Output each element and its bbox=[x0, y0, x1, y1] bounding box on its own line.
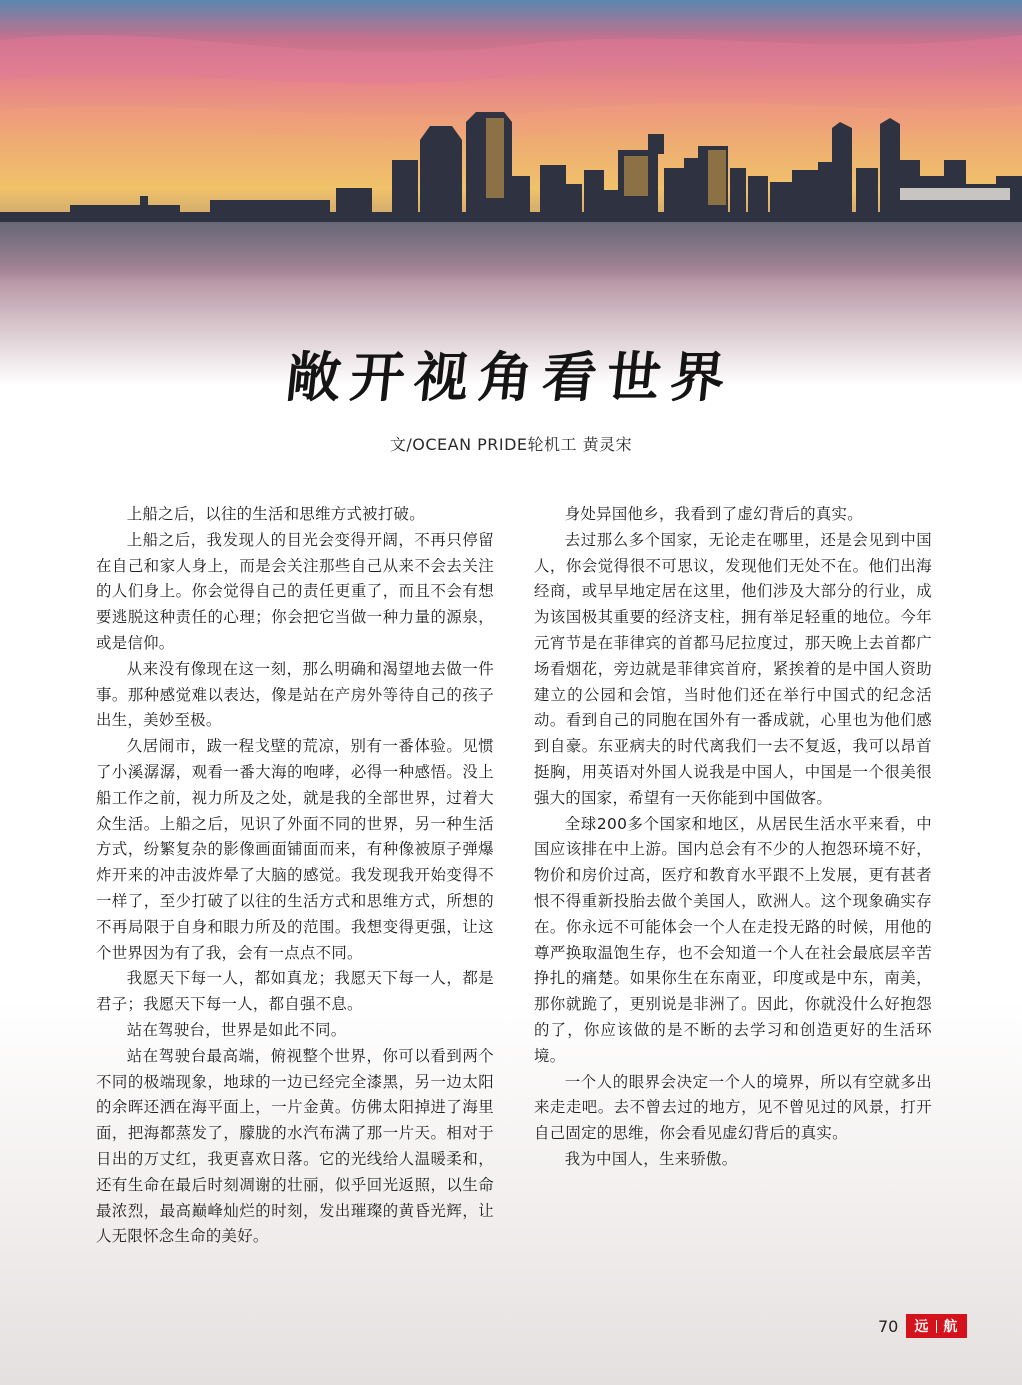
body-paragraph: 站在驾驶台，世界是如此不同。 bbox=[126, 1020, 347, 1039]
article-body bbox=[96, 502, 932, 1272]
page-number: 70 bbox=[878, 1316, 899, 1336]
magazine-logo bbox=[906, 1314, 967, 1338]
article-title: 敞开视角看世界 bbox=[283, 345, 738, 409]
body-paragraph: 久居闹市，跋一程戈壁的荒凉，别有一番体验。见惯了小溪潺潺，观看一番大海的咆哮，必得一种感悟。没上船工作之前，视力所及之处，就是我的全部世界，过着大众生活。上船之后，见识了外面不同的世界，另一种生活方式，纷繁复杂的影像画面铺面而来，有种像被原子弹爆炸开来的冲击波炸晕了大脑的感觉。我发现我开始变得不一样了，至少打破了以往的生活方式和思维方式，所想的不再局限于自身和眼力所及的范围。我想变得更强，让这个世界因为有了我，会有一点点不同。 bbox=[96, 737, 494, 962]
logo-right-char: 航 bbox=[943, 1319, 960, 1335]
body-paragraph: 我为中国人，生来骄傲。 bbox=[564, 1149, 738, 1168]
body-paragraph: 从来没有像现在这一刻，那么明确和渴望地去做一件事。那种感觉难以表达，像是站在产房外等待自己的孩子出生，美妙至极。 bbox=[96, 659, 494, 730]
body-paragraph: 上船之后，以往的生活和思维方式被打破。 bbox=[126, 505, 425, 523]
body-paragraph: 一个人的眼界会决定一个人的境界，所以有空就多出来走走吧。去不曾去过的地方，见不曾见过的风景，打开自己固定的思维，你会看见虚幻背后的真实。 bbox=[534, 1072, 932, 1143]
skyline-photo bbox=[0, 0, 1022, 385]
body-paragraph: 站在驾驶台最高端，俯视整个世界，你可以看到两个不同的极端现象，地球的一边已经完全漆黑，另一边太阳的余晖还洒在海平面上，一片金黄。仿佛太阳掉进了海里面，把海都蒸发了，朦胧的水汽布满了那一片天。相对于日出的万丈红，我更喜欢日落。它的光线给人温暖柔和，还有生命在最后时刻凋谢的壮丽，似乎回光返照，以生命最浓烈，最高巅峰灿烂的时刻，发出璀璨的黄昏光辉，让人无限怀念生命的美好。 bbox=[96, 1046, 494, 1246]
article-byline: 文/OCEAN PRIDE轮机工 黄灵宋 bbox=[389, 435, 633, 454]
body-paragraph: 上船之后，我发现人的目光会变得开阔，不再只停留在自己和家人身上，而是会关注那些自己从来不会去关注的人们身上。你会觉得自己的责任更重了，而且不会有想要逃脱这种责任的心理；你会把它当做一种力量的源泉，或是信仰。 bbox=[96, 530, 494, 652]
body-paragraph: 去过那么多个国家，无论走在哪里，还是会见到中国人，你会觉得很不可思议，发现他们无处不在。他们出海经商，或早早地定居在这里，他们涉及大部分的行业，成为该国极其重要的经济支柱，拥有举足轻重的地位。今年元宵节是在菲律宾的首都马尼拉度过，那天晚上去首都广场看烟花，旁边就是菲律宾首府，紧挨着的是中国人资助建立的公园和会馆，当时他们还在举行中国式的纪念活动。看到自己的同胞在国外有一番成就，心里也为他们感到自豪。东亚病夫的时代离我们一去不复返，我可以昂首挺胸，用英语对外国人说我是中国人，中国是一个很美很强大的国家，希望有一天你能到中国做客。 bbox=[534, 530, 932, 807]
page-footer bbox=[878, 1313, 967, 1339]
body-paragraph: 身处异国他乡，我看到了虚幻背后的真实。 bbox=[564, 505, 863, 523]
body-paragraph: 我愿天下每一人，都如真龙；我愿天下每一人，都是君子；我愿天下每一人，都自强不息。 bbox=[96, 969, 494, 1014]
body-paragraph: 全球200多个国家和地区，从居民生活水平来看，中国应该排在中上游。国内总会有不少的人抱怨环境不好，物价和房价过高，医疗和教育水平跟不上发展，更有甚者恨不得重新投胎去做个美国人，欧洲人。这个现象确实存在。你永远不可能体会一个人在走投无路的时候，用他的尊严换取温饱生存，也不会知道一个人在社会最底层辛苦挣扎的痛楚。如果你生在东南亚，印度或是中东，南美，那你就跪了，更别说是非洲了。因此，你就没什么好抱怨的了，你应该做的是不断的去学习和创造更好的生活环境。 bbox=[534, 814, 932, 1065]
logo-divider bbox=[936, 1320, 937, 1333]
logo-left-char: 远 bbox=[914, 1319, 931, 1335]
